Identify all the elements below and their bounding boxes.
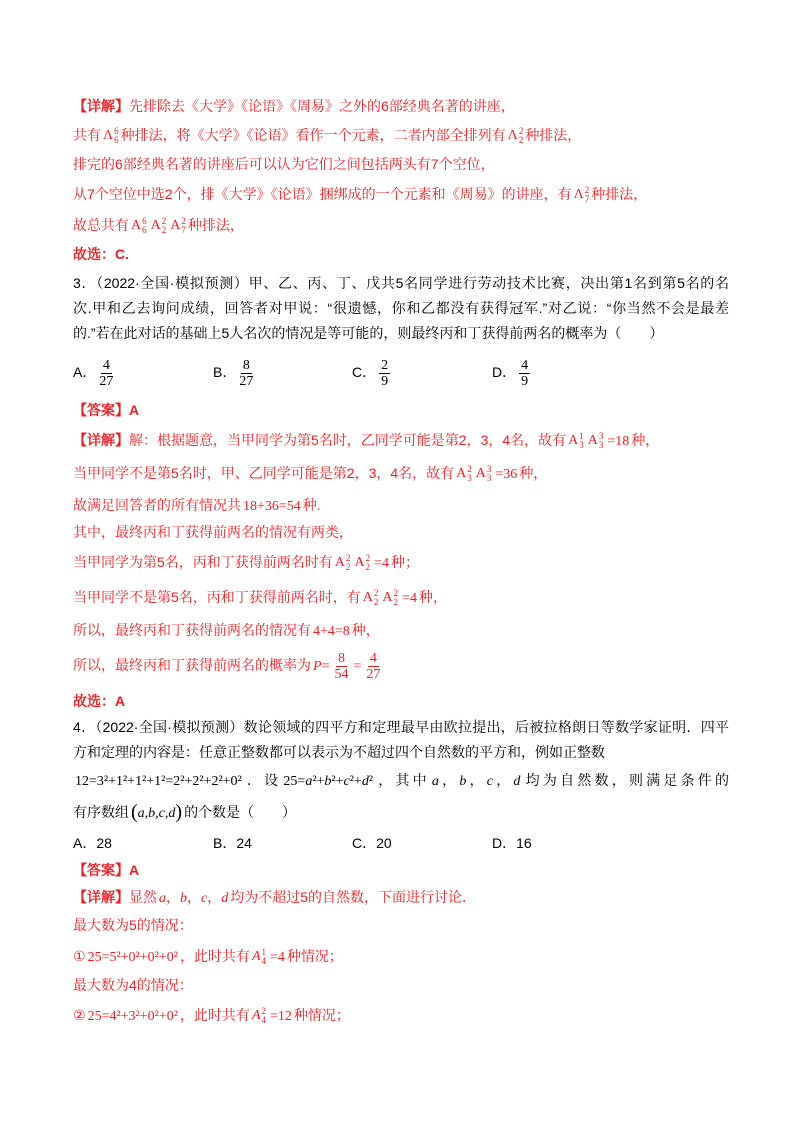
solution-text: 显然: [129, 889, 157, 905]
math-expression: =4: [374, 556, 389, 571]
solution-text: 故满足回答者的所有情况共: [73, 497, 241, 513]
q4-stem-line-3: [73, 769, 729, 791]
math-expression: 12=3²+1²+1²+1²=2²+2²+2²+0²: [75, 774, 242, 789]
permutation-superscript: 3: [598, 431, 604, 442]
question-stem: 均为自然数，则满足条件的: [522, 772, 729, 788]
permutation-superscript: 2: [161, 216, 167, 227]
option-label: A．: [73, 835, 97, 851]
solution-text: 种，: [519, 465, 548, 481]
solution-text: 种情况；: [286, 948, 343, 964]
answer-label: 【答案】: [73, 862, 129, 878]
permutation-indices: [262, 1007, 267, 1025]
q4-stem-line-4: [73, 801, 296, 823]
q2-conclusion: 故选：C.: [73, 246, 129, 262]
answer-value: A: [129, 402, 140, 418]
permutation-letter: A: [170, 218, 181, 234]
solution-text: 种.: [302, 497, 321, 513]
permutation-notation: [252, 948, 266, 966]
q4-options: [73, 832, 532, 854]
q3-stem-line-3: [73, 322, 663, 344]
math-variables: a，b，c，d: [431, 774, 521, 789]
permutation-subscript: 6: [114, 135, 119, 146]
q3-options: [73, 355, 533, 389]
fraction-numerator: 4: [521, 357, 529, 373]
permutation-notation: [354, 554, 370, 572]
question-stem: ．设: [243, 772, 282, 788]
permutation-indices: [585, 186, 590, 204]
permutation-indices: [142, 217, 147, 235]
solution-text: 种，: [631, 432, 660, 448]
solution-text: 排完的6部经典名著的讲座后可以认为它们之间包括两头有7个空位，: [73, 156, 495, 172]
fraction: [334, 651, 348, 682]
fraction-numerator: 4: [102, 357, 110, 373]
case-marker: ①: [73, 948, 86, 964]
option-a: [73, 832, 213, 854]
permutation-indices: [162, 217, 167, 235]
fraction-denominator: 54: [334, 666, 349, 682]
permutation-letter: A: [382, 590, 393, 606]
solution-text: 种排法，: [187, 217, 244, 233]
option-label: C．: [352, 835, 377, 851]
permutation-subscript: 7: [181, 225, 186, 236]
solution-text: 所以，最终丙和丁获得前两名的情况有: [73, 622, 311, 638]
permutation-letter: Λ: [573, 187, 584, 203]
math-expression: =4: [270, 950, 285, 965]
question-stem: 数论领域的四平方和定理最早由欧拉提出，后被拉格朗日等数学家证明．四平: [243, 719, 729, 735]
permutation-letter: A: [568, 433, 579, 449]
q4-answer: [73, 859, 139, 881]
answer-value: A: [129, 862, 140, 878]
fraction: [239, 358, 253, 389]
permutation-notation: [476, 465, 492, 483]
permutation-notation: [103, 127, 119, 145]
q4-solution-line-5: [73, 1004, 350, 1026]
permutation-indices: [181, 217, 186, 235]
option-c: [352, 355, 492, 389]
solution-text: 种排法，: [591, 186, 648, 202]
q4-solution-line-1: [73, 886, 476, 908]
math-expression: 25=a²+b²+c²+d²: [283, 774, 374, 789]
permutation-letter: Λ: [103, 128, 114, 144]
solution-text: 故总共有: [73, 217, 129, 233]
permutation-notation: [568, 432, 584, 450]
q3-stem-line-1: [73, 272, 729, 294]
solution-text: ，此时共有: [179, 1007, 250, 1023]
permutation-letter: A: [456, 466, 467, 482]
permutation-subscript: 2: [373, 597, 379, 608]
math-expression: P=: [313, 659, 330, 674]
option-c: [352, 832, 492, 854]
detail-label: 【详解】: [73, 98, 129, 114]
option-d: [492, 835, 532, 851]
q3-solution-line-3: [73, 494, 321, 516]
permutation-subscript: 7: [584, 194, 590, 205]
permutation-indices: [579, 432, 584, 450]
permutation-indices: [346, 554, 351, 572]
permutation-superscript: 1: [261, 947, 266, 958]
option-label: C．: [352, 364, 377, 380]
question-stem: 的个数是（ ）: [184, 804, 297, 820]
math-expression: 4+4=8: [313, 624, 350, 639]
permutation-superscript: 2: [467, 464, 472, 475]
permutation-notation: [335, 554, 351, 572]
question-source: （2022·全国·模拟预测）: [95, 719, 244, 735]
question-stem: 次.甲和乙去询问成绩，回答者对甲说：“很遗憾，你和乙都没有获得冠军.”对乙说：“你当然不会是最差: [73, 300, 729, 316]
permutation-superscript: 2: [393, 588, 399, 599]
permutation-subscript: 3: [486, 473, 492, 484]
permutation-subscript: 4: [261, 1015, 266, 1026]
option-a: [73, 355, 213, 389]
fraction-denominator: 27: [366, 666, 381, 682]
question-stem: ，其中: [375, 772, 430, 788]
option-value: 28: [96, 835, 112, 851]
answer-label: 【答案】: [73, 402, 129, 418]
question-stem: 甲、乙、丙、丁、戊共5名同学进行劳动技术比赛，决出第1名到第5名的名: [248, 275, 729, 291]
permutation-notation: [170, 217, 186, 235]
permutation-superscript: 6: [114, 126, 119, 137]
solution-text: 种，: [418, 589, 447, 605]
permutation-notation: [574, 186, 590, 204]
permutation-subscript: 3: [579, 440, 584, 451]
math-expression: =4: [402, 591, 417, 606]
q2-solution-line-4: [73, 183, 647, 205]
math-expression: =12: [270, 1009, 292, 1024]
fraction-denominator: 9: [381, 373, 389, 389]
permutation-notation: [252, 1007, 266, 1025]
q4-stem-line-2: [73, 741, 605, 763]
permutation-letter: A: [354, 555, 365, 571]
solution-text: 种排法，将《大学》《论语》看作一个元素，二者内部全排列有: [120, 127, 506, 143]
permutation-subscript: 3: [467, 473, 472, 484]
solution-text: 种排法，: [525, 127, 582, 143]
permutation-notation: [382, 589, 398, 607]
permutation-notation: [588, 432, 604, 450]
permutation-subscript: 2: [393, 597, 399, 608]
permutation-indices: [374, 589, 379, 607]
permutation-notation: [456, 465, 472, 483]
permutation-superscript: 3: [486, 464, 492, 475]
solution-text: 所以，最终丙和丁获得前两名的概率为: [73, 657, 311, 673]
q2-solution-line-2: [73, 124, 581, 146]
permutation-notation: [151, 217, 167, 235]
permutation-superscript: 2: [518, 126, 524, 137]
permutation-letter: A: [131, 218, 142, 234]
fraction-numerator: 8: [242, 357, 250, 373]
fraction: [519, 358, 530, 389]
math-expression: =: [353, 659, 362, 674]
permutation-indices: [487, 465, 492, 483]
permutation-letter: A: [150, 218, 161, 234]
permutation-superscript: 2: [345, 553, 351, 564]
solution-text: 共有: [73, 127, 101, 143]
option-b: [213, 832, 352, 854]
q3-solution-line-2: [73, 462, 547, 484]
q3-answer: [73, 399, 139, 421]
permutation-superscript: 2: [365, 553, 371, 564]
permutation-letter: Λ: [507, 128, 518, 144]
permutation-subscript: 2: [518, 135, 524, 146]
option-label: D．: [492, 364, 517, 380]
q3-solution-line-4: 其中，最终丙和丁获得前两名的情况有两类，: [73, 524, 353, 540]
fraction-numerator: 4: [369, 650, 377, 666]
question-stem: 的.”若在此对话的基础上5人名次的情况是等可能的，则最终丙和丁获得前两名的概率为（ ）: [73, 325, 664, 341]
fraction-numerator: 2: [381, 357, 389, 373]
question-number: 3．: [73, 275, 97, 291]
q3-solution-line-6: [73, 586, 447, 608]
detail-label: 【详解】: [73, 432, 129, 448]
permutation-superscript: 6: [142, 216, 147, 227]
permutation-subscript: 4: [261, 956, 266, 967]
fraction-denominator: 27: [239, 373, 254, 389]
fraction: [366, 651, 380, 682]
math-expression: 25=5²+0²+0²+0²: [87, 950, 178, 965]
permutation-letter: A: [475, 466, 486, 482]
permutation-subscript: 2: [345, 562, 351, 573]
permutation-indices: [519, 127, 524, 145]
solution-text: 种情况；: [293, 1007, 350, 1023]
q4-solution-line-4: 最大数为4的情况：: [73, 977, 193, 993]
q3-solution-line-8: [73, 648, 383, 682]
permutation-indices: [394, 589, 399, 607]
fraction: [99, 358, 113, 389]
permutation-indices: [262, 948, 267, 966]
permutation-indices: [599, 432, 604, 450]
permutation-indices: [467, 465, 472, 483]
q3-solution-line-7: [73, 619, 380, 641]
permutation-letter: A: [251, 949, 261, 965]
q2-solution-line-5: [73, 214, 244, 236]
solution-text: 当甲同学不是第5名，丙和丁获得前两名时，有: [73, 589, 361, 605]
permutation-superscript: 2: [261, 1006, 266, 1017]
permutation-superscript: 2: [584, 185, 590, 196]
option-value: 20: [376, 835, 392, 851]
q2-solution-line-3: [73, 153, 495, 175]
fraction-numerator: 8: [337, 650, 345, 666]
option-d: [492, 357, 533, 389]
solution-text: 均为不超过5的自然数，下面进行讨论．: [230, 889, 477, 905]
option-label: B．: [213, 364, 237, 380]
question-source: （2022·全国·模拟预测）: [96, 275, 249, 291]
fraction-denominator: 9: [521, 373, 529, 389]
permutation-letter: A: [251, 1008, 261, 1024]
math-expression: 18+36=54: [243, 499, 301, 514]
question-stem: 方和定理的内容是：任意正整数都可以表示为不超过四个自然数的平方和，例如正整数: [73, 744, 605, 760]
permutation-letter: A: [362, 590, 373, 606]
q3-conclusion: 故选：A: [73, 693, 126, 709]
q4-solution-line-3: [73, 945, 343, 967]
q3-solution-line-1: [73, 429, 659, 451]
permutation-subscript: 3: [598, 440, 604, 451]
case-marker: ②: [73, 1007, 86, 1023]
permutation-subscript: 6: [142, 225, 147, 236]
solution-text: 种；: [390, 554, 419, 570]
permutation-notation: [508, 127, 524, 145]
detail-label: 【详解】: [73, 889, 129, 905]
permutation-indices: [114, 127, 119, 145]
solution-text: 当甲同学不是第5名时，甲、乙同学可能是第2，3，4名，故有: [73, 465, 455, 481]
permutation-superscript: 2: [373, 588, 379, 599]
permutation-indices: [366, 554, 371, 572]
option-label: A．: [73, 364, 97, 380]
option-value: 24: [236, 835, 252, 851]
q3-stem-line-2: [73, 297, 729, 319]
option-label: B．: [213, 835, 237, 851]
solution-text: 当甲同学为第5名，丙和丁获得前两名时有: [73, 554, 333, 570]
permutation-superscript: 2: [181, 216, 186, 227]
solution-text: 先排除去《大学》《论语》《周易》之外的6部经典名著的讲座，: [129, 98, 515, 114]
permutation-letter: A: [587, 433, 598, 449]
fraction-denominator: 27: [99, 373, 114, 389]
permutation-subscript: 2: [365, 562, 371, 573]
solution-text: ，此时共有: [179, 948, 250, 964]
permutation-subscript: 2: [161, 225, 167, 236]
permutation-superscript: 1: [579, 431, 584, 442]
q4-stem-line-1: [73, 716, 729, 738]
solution-text: 种，: [351, 622, 380, 638]
solution-text: 从7个空位中选2个，排《大学》《论语》捆绑成的一个元素和《周易》的讲座，有: [73, 186, 572, 202]
solution-text: 解：根据题意，当甲同学为第5名时，乙同学可能是第2，3，4名，故有: [129, 432, 567, 448]
question-number: 4．: [73, 719, 96, 735]
math-expression: =18: [607, 434, 630, 449]
option-label: D．: [492, 835, 517, 851]
q2-solution-line-1: [73, 95, 515, 117]
permutation-notation: [131, 217, 147, 235]
q4-solution-line-2: 最大数为5的情况：: [73, 917, 193, 933]
math-expression: 25=4²+3²+0²+0²: [87, 1009, 178, 1024]
option-value: 16: [516, 835, 532, 851]
permutation-notation: [363, 589, 379, 607]
permutation-letter: A: [334, 555, 345, 571]
q3-solution-line-5: [73, 551, 419, 573]
fraction: [379, 358, 390, 389]
math-variables: a，b，c，d: [159, 891, 229, 906]
option-b: [213, 355, 352, 389]
math-expression: (a,b,c,d): [131, 801, 183, 823]
math-expression: =36: [495, 467, 518, 482]
question-stem: 有序数组: [73, 804, 129, 820]
